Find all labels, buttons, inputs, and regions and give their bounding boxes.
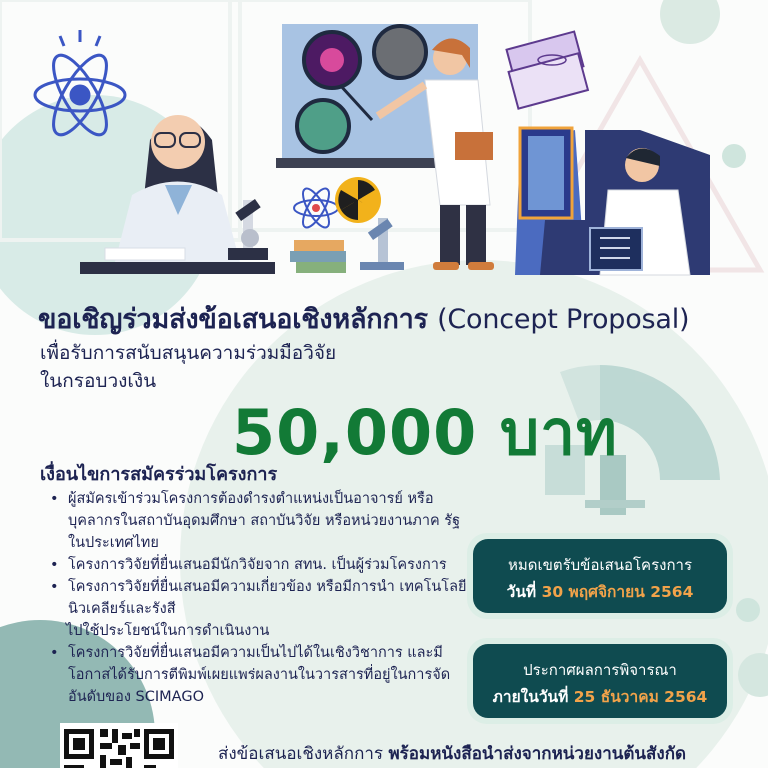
scientist-writing-illustration [80,115,275,274]
atom-small-icon [294,185,338,231]
page-title [38,297,689,340]
microscope-small-icon [360,218,404,270]
deadline-card-inner [473,539,727,613]
subtitle-line1: เพื่อรับการสนับสนุนความร่วมมือวิจัย [40,342,337,364]
conditions-list [40,488,472,708]
condition-item: • โครงการวิจัยที่ยื่นเสนอมีความเกี่ยวข้อง หรือมีการนำ เทคโนโลยีนิวเคลียร์และรังสี [50,579,467,617]
subtitle-line2: ในกรอบวงเงิน [40,370,157,392]
announcement-card-inner [473,644,727,718]
condition-item: • ผู้สมัครเข้าร่วมโครงการต้องดำรงตำแหน่งเป็นอาจารย์ หรือ บุคลากรในสถาบันอุดมศึกษา สถาบันวิจัย หรือหน่วยงานภาค รัฐในประเทศไทย [50,491,461,551]
announcement-date-line [473,684,727,709]
condition-text: โครงการวิจัยที่ยื่นเสนอมีนักวิจัยจาก สทน. เป็นผู้ร่วมโครงการ [68,557,447,573]
deadline-date-prefix: วันที่ [506,583,537,601]
title-thai: ขอเชิญร่วมส่งข้อเสนอเชิงหลักการ [38,304,428,335]
books-icon [290,240,346,273]
deadline-date-line [473,579,727,604]
footer-note [218,740,686,767]
condition-text: โครงการวิจัยที่ยื่นเสนอมีความเกี่ยวข้อง หรือมีการนำ เทคโนโลยีนิวเคลียร์และรังสี [68,579,467,617]
deadline-label: หมดเขตรับข้อเสนอโครงการ [507,556,693,574]
announcement-date-prefix: ภายในวันที่ [492,688,569,706]
atom-icon [35,30,125,142]
title-english: (Concept Proposal) [437,304,690,335]
funding-amount: 50,000 บาท [232,396,618,469]
condition-item: • โครงการวิจัยที่ยื่นเสนอมีนักวิจัยจาก สทน. เป็นผู้ร่วมโครงการ [50,557,447,573]
radiation-icon [335,177,381,223]
footer-text: ส่งข้อเสนอเชิงหลักการ [218,744,384,764]
condition-text: ผู้สมัครเข้าร่วมโครงการต้องดำรงตำแหน่งเป็นอาจารย์ หรือ บุคลากรในสถาบันอุดมศึกษา สถาบันวิจัย หรือหน่วยงานภาค รัฐในประเทศไทย [68,491,461,551]
microscope-icon [228,199,268,260]
announcement-date: 25 ธันวาคม 2564 [573,688,708,706]
qr-code-icon[interactable] [60,723,178,768]
conditions-heading: เงื่อนไขการสมัครร่วมโครงการ [40,464,278,485]
condition-text: โครงการวิจัยที่ยื่นเสนอมีความเป็นไปได้ในเชิงวิชาการ และมี โอกาสได้รับการตีพิมพ์เผยแพร่ผลงานในวารสารที่อยู่ในการจัด อันดับของ SCIMAGO [68,645,451,705]
book-icon [507,32,588,109]
announcement-card [467,638,733,724]
deadline-card [467,533,733,619]
condition-continuation [40,620,472,642]
deadline-date: 30 พฤศจิกายน 2564 [541,583,694,601]
condition-item: • โครงการวิจัยที่ยื่นเสนอมีความเป็นไปได้ในเชิงวิชาการ และมี โอกาสได้รับการตีพิมพ์เผยแพร่ผลงานในวารสารที่อยู่ในการจัด อันดับของ SCIMAGO [50,645,451,705]
condition-text: ไปใช้ประโยชน์ในการดำเนินงาน [66,623,270,639]
footer-bold: พร้อมหนังสือนำส่งจากหน่วยงานต้นสังกัด [388,744,687,764]
doctor-xray-illustration [515,128,710,275]
announcement-label: ประกาศผลการพิจารณา [523,661,677,679]
